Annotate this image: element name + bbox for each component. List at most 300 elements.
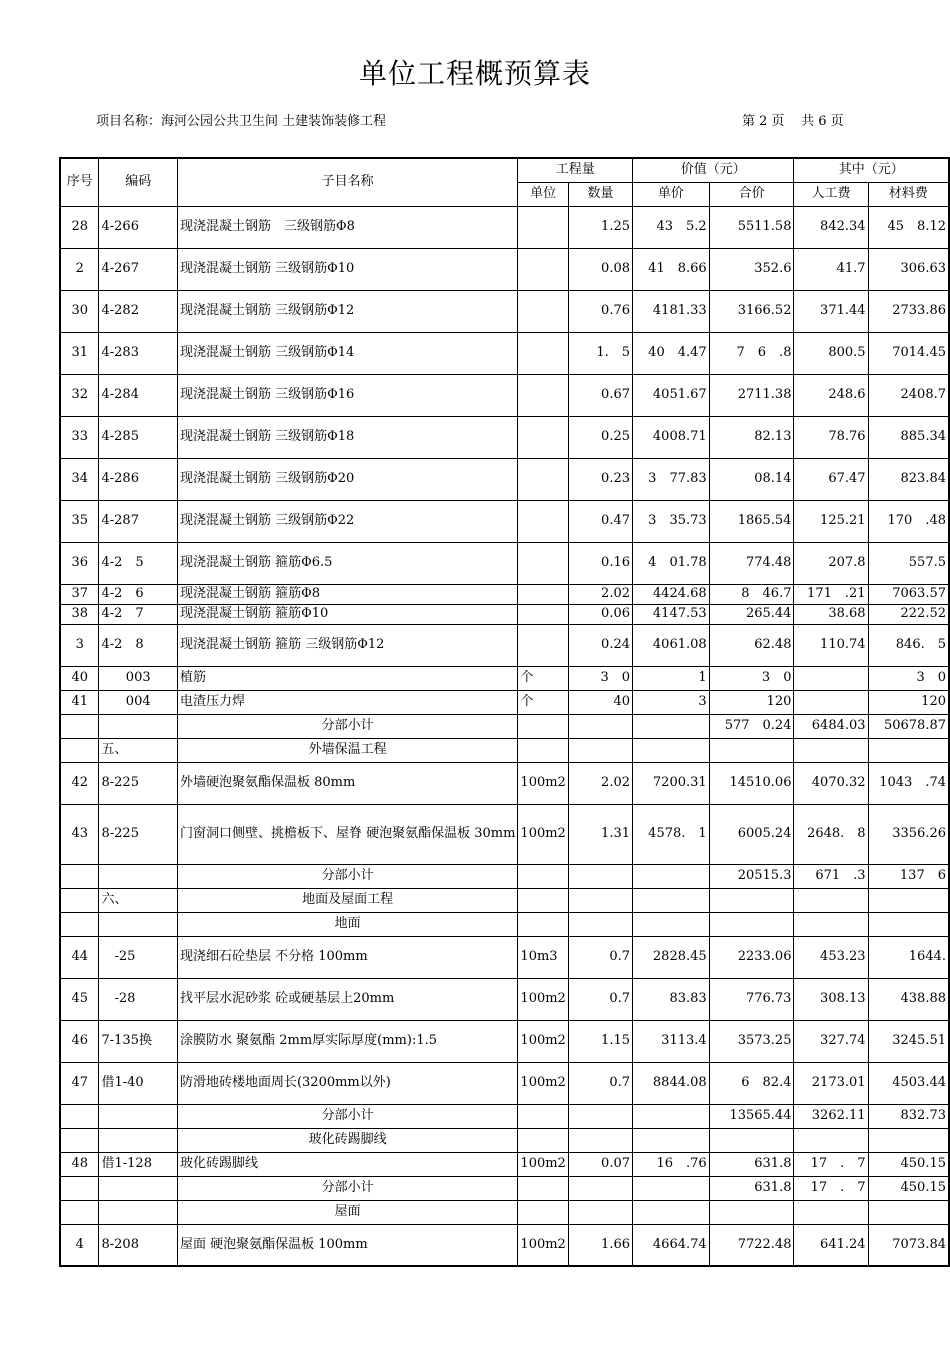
cell-total: 1865.54 [709, 500, 794, 542]
cell-unit [518, 584, 568, 604]
cell-labor: 800.5 [794, 332, 868, 374]
cell-unit: 100m2 [518, 804, 568, 864]
cell-code: 借1-128 [99, 1152, 177, 1176]
cell-name: 现浇混凝土钢筋 三级钢筋Φ20 [177, 458, 517, 500]
table-row [60, 1152, 949, 1176]
cell-material: 2408.7 [868, 374, 949, 416]
table-row [60, 248, 949, 290]
cell-material: 3356.26 [868, 804, 949, 864]
cell-total: 7722.48 [709, 1224, 794, 1266]
cell-unit-price [633, 1104, 710, 1128]
cell-unit [518, 206, 568, 248]
cell-unit-price: 4061.08 [633, 624, 710, 666]
cell-labor [794, 666, 868, 690]
header-unit-price: 单价 [633, 182, 710, 206]
cell-qty [568, 912, 632, 936]
cell-material: 50678.87 [868, 714, 949, 738]
cell-unit [518, 624, 568, 666]
cell-qty: 40 [568, 690, 632, 714]
cell-total: 776.73 [709, 978, 794, 1020]
cell-seq: 43 [60, 804, 99, 864]
cell-name: 地面及屋面工程 [177, 888, 517, 912]
cell-material: 3 0 [868, 666, 949, 690]
cell-qty [568, 714, 632, 738]
cell-labor [794, 738, 868, 762]
table-row [60, 666, 949, 690]
table-row [60, 500, 949, 542]
cell-qty: 1.25 [568, 206, 632, 248]
cell-seq: 2 [60, 248, 99, 290]
page-number: 第 2 页 共 6 页 [742, 114, 844, 129]
table-row [60, 1128, 949, 1152]
table-row [60, 1104, 949, 1128]
cell-total: 6 82.4 [709, 1062, 794, 1104]
cell-unit [518, 714, 568, 738]
cell-seq: 48 [60, 1152, 99, 1176]
cell-labor: 3262.11 [794, 1104, 868, 1128]
cell-name: 现浇细石砼垫层 不分格 100mm [177, 936, 517, 978]
cell-seq: 36 [60, 542, 99, 584]
cell-code: 4-2 5 [99, 542, 177, 584]
cell-name: 分部小计 [177, 1176, 517, 1200]
table-row [60, 888, 949, 912]
cell-labor: 17 . 7 [794, 1152, 868, 1176]
table-row [60, 290, 949, 332]
table-row [60, 714, 949, 738]
cell-labor: 641.24 [794, 1224, 868, 1266]
cell-seq [60, 738, 99, 762]
cell-qty: 0.07 [568, 1152, 632, 1176]
cell-seq [60, 888, 99, 912]
cell-labor: 38.68 [794, 604, 868, 624]
cell-seq: 3 [60, 624, 99, 666]
cell-qty: 0.06 [568, 604, 632, 624]
cell-unit [518, 1128, 568, 1152]
cell-total: 5511.58 [709, 206, 794, 248]
cell-unit [518, 888, 568, 912]
cell-code: 8-225 [99, 804, 177, 864]
cell-unit-price: 4147.53 [633, 604, 710, 624]
table-row [60, 738, 949, 762]
cell-unit-price: 8844.08 [633, 1062, 710, 1104]
cell-material: 137 6 [868, 864, 949, 888]
cell-qty [568, 864, 632, 888]
cell-name: 找平层水泥砂浆 砼或硬基层上20mm [177, 978, 517, 1020]
cell-qty: 1.31 [568, 804, 632, 864]
cell-material: 45 8.12 [868, 206, 949, 248]
cell-name: 玻化砖踢脚线 [177, 1128, 517, 1152]
cell-unit-price: 3 [633, 690, 710, 714]
cell-name: 植筋 [177, 666, 517, 690]
cell-name: 电渣压力焊 [177, 690, 517, 714]
table-row [60, 804, 949, 864]
cell-unit-price [633, 1200, 710, 1224]
cell-unit-price [633, 888, 710, 912]
header-qty: 数量 [568, 182, 632, 206]
cell-labor: 6484.03 [794, 714, 868, 738]
cell-material: 222.52 [868, 604, 949, 624]
cell-material: 306.63 [868, 248, 949, 290]
cell-code [99, 1128, 177, 1152]
table-row [60, 1176, 949, 1200]
cell-code: 4-284 [99, 374, 177, 416]
cell-name: 现浇混凝土钢筋 三级钢筋Φ22 [177, 500, 517, 542]
cell-labor: 67.47 [794, 458, 868, 500]
header-quantity-group: 工程量 [518, 158, 633, 182]
cell-unit-price: 4181.33 [633, 290, 710, 332]
cell-seq [60, 864, 99, 888]
cell-seq [60, 714, 99, 738]
cell-unit: 10m3 [518, 936, 568, 978]
cell-unit-price [633, 1128, 710, 1152]
cell-unit-price: 3 77.83 [633, 458, 710, 500]
table-row [60, 206, 949, 248]
cell-unit [518, 332, 568, 374]
cell-unit: 100m2 [518, 1224, 568, 1266]
cell-unit-price: 4 01.78 [633, 542, 710, 584]
cell-labor [794, 912, 868, 936]
cell-name: 分部小计 [177, 864, 517, 888]
cell-unit-price: 7200.31 [633, 762, 710, 804]
cell-unit-price [633, 864, 710, 888]
header-code: 编码 [99, 158, 177, 206]
cell-qty [568, 1200, 632, 1224]
cell-name: 外墙保温工程 [177, 738, 517, 762]
budget-table [59, 157, 950, 1267]
cell-code [99, 1104, 177, 1128]
cell-code: 4-2 8 [99, 624, 177, 666]
table-row [60, 374, 949, 416]
table-row [60, 1020, 949, 1062]
table-row [60, 624, 949, 666]
cell-qty: 0.08 [568, 248, 632, 290]
cell-total: 3573.25 [709, 1020, 794, 1062]
cell-unit-price [633, 738, 710, 762]
cell-total: 2233.06 [709, 936, 794, 978]
cell-unit [518, 416, 568, 458]
cell-seq: 33 [60, 416, 99, 458]
cell-qty: 2.02 [568, 584, 632, 604]
table-row [60, 604, 949, 624]
cell-material: 450.15 [868, 1176, 949, 1200]
cell-name: 防滑地砖楼地面周长(3200mm以外) [177, 1062, 517, 1104]
cell-total: 577 0.24 [709, 714, 794, 738]
cell-total: 631.8 [709, 1176, 794, 1200]
table-row [60, 912, 949, 936]
cell-unit-price: 4578. 1 [633, 804, 710, 864]
cell-material: 1043 .74 [868, 762, 949, 804]
cell-unit [518, 542, 568, 584]
cell-name: 门窗洞口侧壁、挑檐板下、屋脊 硬泡聚氨酯保温板 30mm [177, 804, 517, 864]
cell-total: 774.48 [709, 542, 794, 584]
cell-name: 现浇混凝土钢筋 三级钢筋Φ14 [177, 332, 517, 374]
cell-material: 438.88 [868, 978, 949, 1020]
header-seq: 序号 [60, 158, 99, 206]
cell-seq: 44 [60, 936, 99, 978]
cell-name: 地面 [177, 912, 517, 936]
cell-qty: 0.67 [568, 374, 632, 416]
cell-material: 7014.45 [868, 332, 949, 374]
cell-labor: 2173.01 [794, 1062, 868, 1104]
cell-total: 352.6 [709, 248, 794, 290]
cell-labor: 78.76 [794, 416, 868, 458]
cell-labor: 171 .21 [794, 584, 868, 604]
cell-unit-price: 4664.74 [633, 1224, 710, 1266]
cell-material [868, 738, 949, 762]
cell-labor [794, 690, 868, 714]
cell-code: 003 [99, 666, 177, 690]
cell-total: 8 46.7 [709, 584, 794, 604]
cell-code: 4-285 [99, 416, 177, 458]
cell-code: 4-266 [99, 206, 177, 248]
cell-labor: 671 .3 [794, 864, 868, 888]
cell-unit [518, 1104, 568, 1128]
cell-seq: 41 [60, 690, 99, 714]
cell-code: 4-287 [99, 500, 177, 542]
cell-unit: 100m2 [518, 762, 568, 804]
cell-unit [518, 290, 568, 332]
cell-labor: 110.74 [794, 624, 868, 666]
cell-seq: 42 [60, 762, 99, 804]
cell-unit-price [633, 1176, 710, 1200]
cell-total [709, 1200, 794, 1224]
cell-material: 557.5 [868, 542, 949, 584]
cell-code: 4-283 [99, 332, 177, 374]
cell-labor [794, 1200, 868, 1224]
cell-qty: 1.66 [568, 1224, 632, 1266]
header-breakdown-group: 其中（元） [794, 158, 949, 182]
cell-qty: 0.7 [568, 978, 632, 1020]
cell-total [709, 888, 794, 912]
table-row [60, 936, 949, 978]
cell-seq [60, 1104, 99, 1128]
cell-unit: 100m2 [518, 978, 568, 1020]
table-row [60, 542, 949, 584]
cell-code: 4-267 [99, 248, 177, 290]
cell-name: 现浇混凝土钢筋 三级钢筋Φ10 [177, 248, 517, 290]
cell-name: 现浇混凝土钢筋 三级钢筋Φ18 [177, 416, 517, 458]
cell-material: 4503.44 [868, 1062, 949, 1104]
cell-code: 004 [99, 690, 177, 714]
cell-code: 7-135换 [99, 1020, 177, 1062]
cell-material: 7063.57 [868, 584, 949, 604]
cell-unit-price [633, 714, 710, 738]
cell-unit [518, 604, 568, 624]
cell-material: 450.15 [868, 1152, 949, 1176]
cell-unit: 个 [518, 666, 568, 690]
table-row [60, 458, 949, 500]
cell-unit-price: 2828.45 [633, 936, 710, 978]
cell-code: 六、 [99, 888, 177, 912]
cell-material: 170 .48 [868, 500, 949, 542]
cell-seq: 38 [60, 604, 99, 624]
cell-code: 借1-40 [99, 1062, 177, 1104]
table-row [60, 864, 949, 888]
cell-unit-price [633, 912, 710, 936]
cell-qty [568, 1176, 632, 1200]
cell-unit [518, 864, 568, 888]
cell-seq [60, 1200, 99, 1224]
cell-labor: 207.8 [794, 542, 868, 584]
cell-labor: 371.44 [794, 290, 868, 332]
cell-qty [568, 738, 632, 762]
cell-total: 265.44 [709, 604, 794, 624]
cell-code: 4-282 [99, 290, 177, 332]
cell-labor: 308.13 [794, 978, 868, 1020]
cell-unit-price: 4051.67 [633, 374, 710, 416]
cell-total: 08.14 [709, 458, 794, 500]
cell-unit-price: 4424.68 [633, 584, 710, 604]
cell-name: 涂膜防水 聚氨酯 2mm厚实际厚度(mm):1.5 [177, 1020, 517, 1062]
cell-code [99, 912, 177, 936]
cell-seq: 40 [60, 666, 99, 690]
cell-labor: 327.74 [794, 1020, 868, 1062]
cell-labor: 17 . 7 [794, 1176, 868, 1200]
cell-qty: 0.16 [568, 542, 632, 584]
cell-qty [568, 1104, 632, 1128]
cell-labor [794, 888, 868, 912]
cell-seq: 35 [60, 500, 99, 542]
cell-name: 现浇混凝土钢筋 箍筋Φ10 [177, 604, 517, 624]
cell-seq: 37 [60, 584, 99, 604]
table-row [60, 416, 949, 458]
cell-qty: 0.24 [568, 624, 632, 666]
cell-total: 3 0 [709, 666, 794, 690]
cell-material: 120 [868, 690, 949, 714]
cell-labor [794, 1128, 868, 1152]
cell-unit-price: 43 5.2 [633, 206, 710, 248]
cell-code: -25 [99, 936, 177, 978]
cell-labor: 842.34 [794, 206, 868, 248]
cell-total: 3166.52 [709, 290, 794, 332]
cell-qty [568, 888, 632, 912]
cell-material [868, 1200, 949, 1224]
cell-code: 8-225 [99, 762, 177, 804]
cell-unit: 100m2 [518, 1152, 568, 1176]
table-row [60, 1062, 949, 1104]
cell-total: 6005.24 [709, 804, 794, 864]
cell-material [868, 912, 949, 936]
cell-total: 2711.38 [709, 374, 794, 416]
cell-name: 屋面 硬泡聚氨酯保温板 100mm [177, 1224, 517, 1266]
cell-qty: 0.76 [568, 290, 632, 332]
cell-name: 玻化砖踢脚线 [177, 1152, 517, 1176]
cell-unit-price: 16 .76 [633, 1152, 710, 1176]
cell-name: 现浇混凝土钢筋 三级钢筋Φ8 [177, 206, 517, 248]
cell-qty: 0.7 [568, 1062, 632, 1104]
table-row [60, 584, 949, 604]
cell-unit-price: 4008.71 [633, 416, 710, 458]
cell-unit [518, 500, 568, 542]
cell-unit: 100m2 [518, 1020, 568, 1062]
cell-labor: 2648. 8 [794, 804, 868, 864]
cell-name: 现浇混凝土钢筋 箍筋Φ6.5 [177, 542, 517, 584]
cell-code [99, 714, 177, 738]
cell-unit [518, 458, 568, 500]
cell-seq: 46 [60, 1020, 99, 1062]
table-row [60, 1200, 949, 1224]
cell-seq: 32 [60, 374, 99, 416]
cell-qty: 0.23 [568, 458, 632, 500]
cell-qty: 0.25 [568, 416, 632, 458]
cell-seq: 34 [60, 458, 99, 500]
cell-material: 823.84 [868, 458, 949, 500]
cell-seq: 4 [60, 1224, 99, 1266]
cell-code: -28 [99, 978, 177, 1020]
cell-unit-price: 3 35.73 [633, 500, 710, 542]
cell-total [709, 912, 794, 936]
cell-seq [60, 912, 99, 936]
cell-code: 8-208 [99, 1224, 177, 1266]
cell-code: 4-286 [99, 458, 177, 500]
cell-name: 屋面 [177, 1200, 517, 1224]
cell-total [709, 738, 794, 762]
cell-unit [518, 1176, 568, 1200]
table-row [60, 690, 949, 714]
cell-name: 现浇混凝土钢筋 三级钢筋Φ12 [177, 290, 517, 332]
cell-qty: 1. 5 [568, 332, 632, 374]
cell-material [868, 888, 949, 912]
table-row [60, 978, 949, 1020]
cell-unit [518, 248, 568, 290]
cell-unit [518, 738, 568, 762]
cell-material: 832.73 [868, 1104, 949, 1128]
cell-total: 631.8 [709, 1152, 794, 1176]
cell-code [99, 864, 177, 888]
cell-labor: 248.6 [794, 374, 868, 416]
cell-material: 846. 5 [868, 624, 949, 666]
cell-unit-price: 41 8.66 [633, 248, 710, 290]
table-row [60, 1224, 949, 1266]
cell-code: 五、 [99, 738, 177, 762]
cell-total [709, 1128, 794, 1152]
cell-seq: 31 [60, 332, 99, 374]
cell-total: 7 6 .8 [709, 332, 794, 374]
cell-unit [518, 1200, 568, 1224]
header-labor: 人工费 [794, 182, 868, 206]
cell-name: 现浇混凝土钢筋 箍筋 三级钢筋Φ12 [177, 624, 517, 666]
table-row [60, 332, 949, 374]
cell-seq: 47 [60, 1062, 99, 1104]
cell-unit-price: 3113.4 [633, 1020, 710, 1062]
cell-unit: 100m2 [518, 1062, 568, 1104]
cell-unit [518, 912, 568, 936]
cell-code [99, 1176, 177, 1200]
cell-labor: 453.23 [794, 936, 868, 978]
cell-labor: 4070.32 [794, 762, 868, 804]
table-row [60, 762, 949, 804]
cell-seq [60, 1128, 99, 1152]
cell-material: 3245.51 [868, 1020, 949, 1062]
cell-unit-price: 1 [633, 666, 710, 690]
cell-material [868, 1128, 949, 1152]
cell-qty: 0.7 [568, 936, 632, 978]
cell-qty: 0.47 [568, 500, 632, 542]
cell-seq [60, 1176, 99, 1200]
header-name: 子目名称 [177, 158, 517, 206]
cell-qty: 1.15 [568, 1020, 632, 1062]
cell-total: 14510.06 [709, 762, 794, 804]
cell-name: 现浇混凝土钢筋 箍筋Φ8 [177, 584, 517, 604]
page-title: 单位工程概预算表 [358, 57, 591, 90]
header-material: 材料费 [868, 182, 949, 206]
cell-seq: 28 [60, 206, 99, 248]
header-price-group: 价值（元） [633, 158, 794, 182]
header-row-1 [60, 158, 949, 182]
cell-unit: 个 [518, 690, 568, 714]
cell-material: 2733.86 [868, 290, 949, 332]
cell-name: 外墙硬泡聚氨酯保温板 80mm [177, 762, 517, 804]
